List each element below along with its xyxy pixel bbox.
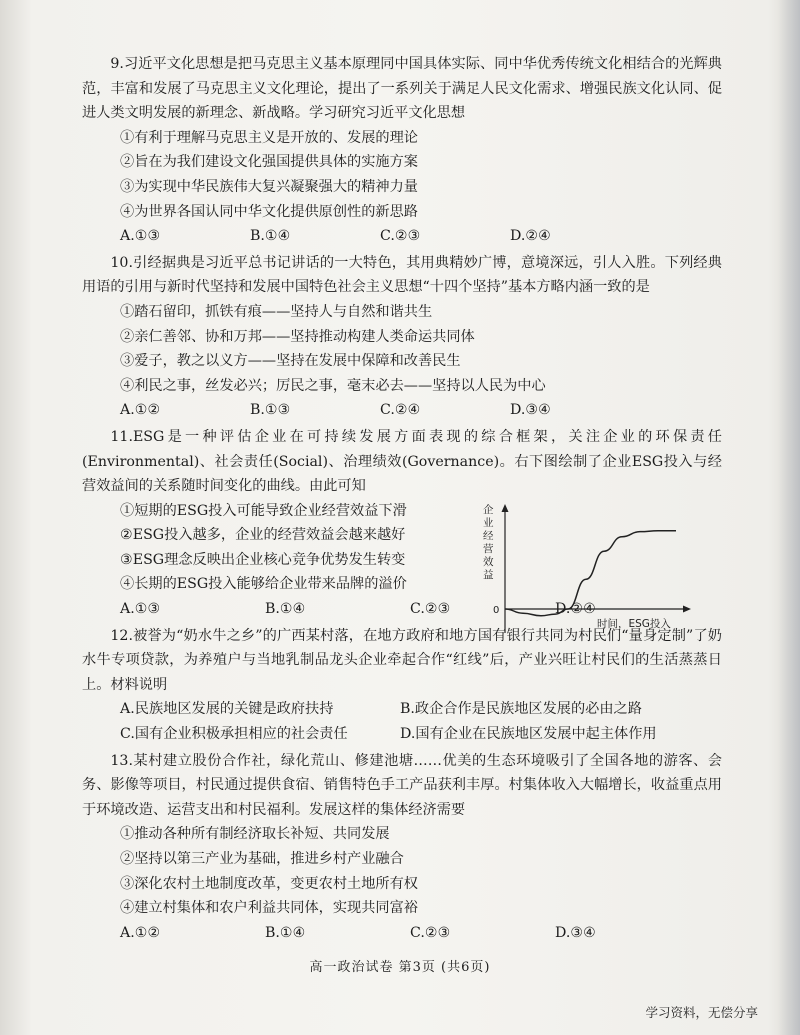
question-13-option-1: ①推动各种所有制经济取长补短、共同发展 bbox=[120, 826, 390, 843]
question-11-option-4: ④长期的ESG投入能够给企业带来品牌的溢价 bbox=[120, 576, 407, 593]
chart-series-line bbox=[505, 531, 676, 616]
question-11-choice-a: A.①③ bbox=[120, 601, 161, 618]
question-9-choices bbox=[82, 224, 722, 249]
question-10-option-3: ③爱子，教之以义方——坚持在发展中保障和改善民生 bbox=[120, 353, 461, 370]
question-11-option-1: ①短期的ESG投入可能导致企业经营效益下滑 bbox=[120, 502, 407, 519]
question-11-choice-d: D.②④ bbox=[555, 601, 596, 618]
chart-x-arrow bbox=[683, 605, 691, 612]
question-13-option-3: ③深化农村土地制度改革，变更农村土地所有权 bbox=[120, 875, 418, 892]
question-13-choices bbox=[82, 921, 722, 946]
chart-origin-label: 0 bbox=[493, 604, 500, 616]
question-10-option-2: ②亲仁善邻、协和万邦——坚持推动构建人类命运共同体 bbox=[120, 328, 475, 345]
question-9-option-3: ③为实现中华民族伟大复兴凝聚强大的精神力量 bbox=[120, 178, 418, 195]
question-13-stem: 13.某村建立股份合作社，绿化荒山、修建池塘……优美的生态环境吸引了全国各地的游客、会务、影像等项目，村民通过提供食宿、销售特色手工产品获利丰厚。村集体收入大幅增长，收益重点用于环境改造、运营支出和村民福利。发展这样的集体经济需要 bbox=[82, 752, 722, 818]
question-12-choice-b: B.政企合作是民族地区发展的必由之路 bbox=[400, 701, 642, 718]
question-11-choice-b: B.①④ bbox=[265, 601, 306, 618]
question-9-choice-c: C.②③ bbox=[380, 228, 421, 245]
question-10-stem: 10.引经据典是习近平总书记讲话的一大特色，其用典精妙广博，意境深远，引人入胜。下列经典用语的引用与新时代坚持和发展中国特色社会主义思想“十四个坚持”基本方略内涵一致的是 bbox=[82, 254, 722, 296]
question-10-choices bbox=[82, 398, 722, 423]
question-9-choice-a: A.①③ bbox=[120, 228, 161, 245]
chart-x-label: 时间，ESG投入 bbox=[597, 617, 671, 630]
question-13-choice-a: A.①② bbox=[120, 924, 161, 941]
question-13-choice-c: C.②③ bbox=[410, 924, 451, 941]
question-13-option-4: ④建立村集体和农户利益共同体，实现共同富裕 bbox=[120, 900, 418, 917]
question-11-choice-c: C.②③ bbox=[410, 601, 451, 618]
question-10-choice-d: D.③④ bbox=[510, 402, 551, 419]
question-10-choice-c: C.②④ bbox=[380, 402, 421, 419]
question-12-choice-a: A.民族地区发展的关键是政府扶持 bbox=[120, 701, 334, 718]
question-13-choice-b: B.①④ bbox=[265, 924, 306, 941]
question-12-choice-d: D.国有企业在民族地区发展中起主体作用 bbox=[400, 726, 657, 743]
question-12 bbox=[82, 624, 722, 747]
question-10-choice-a: A.①② bbox=[120, 402, 161, 419]
question-12-choice-c: C.国有企业积极承担相应的社会责任 bbox=[120, 726, 348, 743]
question-10-option-4: ④利民之事，丝发必兴；厉民之事，毫末必去——坚持以人民为中心 bbox=[120, 377, 546, 394]
question-10-choice-b: B.①③ bbox=[250, 402, 291, 419]
question-11-options bbox=[82, 499, 482, 597]
page-edge-shadow bbox=[778, 0, 800, 1035]
question-12-choices bbox=[82, 697, 722, 746]
esg-chart bbox=[477, 501, 697, 641]
question-9-choice-d: D.②④ bbox=[510, 228, 551, 245]
question-11-option-2: ②ESG投入越多，企业的经营效益会越来越好 bbox=[120, 527, 406, 544]
question-9-option-1: ①有利于理解马克思主义是开放的、发展的理论 bbox=[120, 129, 418, 146]
question-9-option-4: ④为世界各国认同中华文化提供原创性的新思路 bbox=[120, 203, 418, 220]
question-10-option-1: ①踏石留印，抓铁有痕——坚持人与自然和谐共生 bbox=[120, 303, 433, 320]
chart-y-label: 企业经营效益 bbox=[483, 503, 494, 581]
share-watermark: 学习资料，无偿分享 bbox=[645, 1005, 758, 1020]
question-13-option-2: ②坚持以第三产业为基础，推进乡村产业融合 bbox=[120, 851, 404, 867]
question-13-choice-d: D.③④ bbox=[555, 924, 596, 941]
question-9 bbox=[82, 52, 722, 249]
chart-y-arrow bbox=[502, 504, 509, 512]
page-footer: 高一政治试卷 第3页 (共6页) bbox=[309, 960, 491, 975]
question-11 bbox=[82, 425, 722, 630]
page-content bbox=[82, 52, 722, 947]
question-13 bbox=[82, 749, 722, 946]
question-12-stem: 12.被誉为“奶水牛之乡”的广西某村落，在地方政府和地方国有银行共同为村民们“量身定制”了奶水牛专项贷款，为养殖户与当地乳制品龙头企业牵起合作“红线”后，产业兴旺让村民们的生活蒸蒸日上。材料说明 bbox=[82, 627, 722, 693]
question-9-stem: 9.习近平文化思想是把马克思主义基本原理同中国具体实际、同中华优秀传统文化相结合的光辉典范，丰富和发展了马克思主义文化理论，提出了一系列关于满足人民文化需求、增强民族文化认同、促进人类文明发展的新理念、新战略。学习研究习近平文化思想 bbox=[82, 56, 722, 122]
question-9-option-2: ②旨在为我们建设文化强国提供具体的实施方案 bbox=[120, 154, 418, 171]
question-9-choice-b: B.①④ bbox=[250, 228, 291, 245]
question-11-stem: 11.ESG是一种评估企业在可持续发展方面表现的综合框架，关注企业的环保责任(Environmental)、社会责任(Social)、治理绩效(Governance)。右下图绘制了企业ESG投入与经营效益间的关系随时间变化的曲线。由此可知 bbox=[82, 428, 722, 495]
question-10 bbox=[82, 251, 722, 423]
question-11-option-3: ③ESG理念反映出企业核心竞争优势发生转变 bbox=[120, 551, 406, 568]
